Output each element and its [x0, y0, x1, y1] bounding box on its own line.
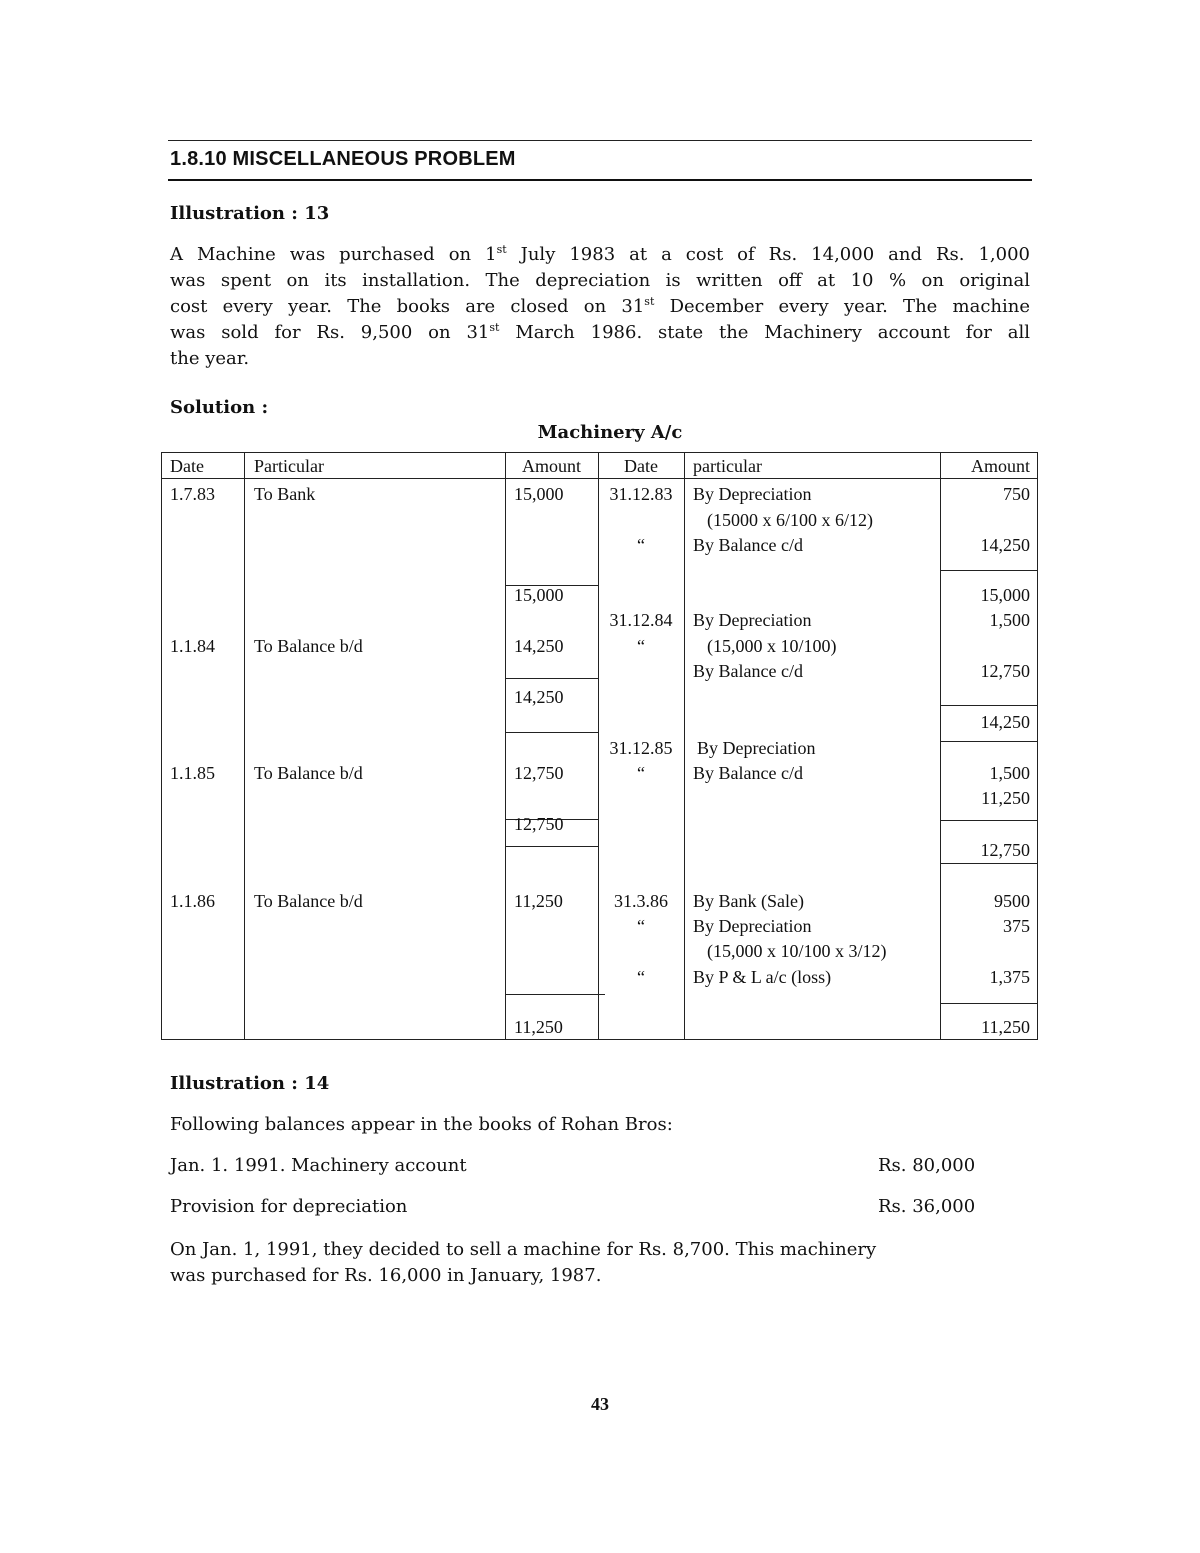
credit-particular-detail: (15,000 x 10/100): [707, 636, 837, 656]
credit-particular: By Depreciation: [697, 738, 816, 758]
debit-total-rule: [505, 846, 598, 847]
illustration-14-heading: Illustration : 14: [170, 1073, 330, 1094]
credit-amount: 9500: [994, 891, 1030, 911]
credit-ditto-mark: “: [637, 916, 645, 936]
problem-line: was spent on its installation. The depreciation is written off at 10 % on original: [170, 270, 1030, 291]
problem-line: A Machine was purchased on 1st July 1983 at a cost of Rs. 14,000 and Rs. 1,000: [170, 243, 1030, 265]
section-bottom-rule: [168, 179, 1032, 181]
credit-ditto-mark: “: [637, 763, 645, 783]
header-date-dr: Date: [170, 456, 204, 476]
debit-amount: 15,000: [514, 484, 564, 504]
credit-total: 15,000: [980, 585, 1030, 605]
debit-date: 1.1.85: [170, 763, 215, 783]
credit-particular: By Depreciation: [693, 916, 812, 936]
section-title: 1.8.10 MISCELLANEOUS PROBLEM: [170, 148, 516, 170]
page-number: 43: [591, 1394, 609, 1414]
solution-heading: Solution :: [170, 397, 269, 418]
illustration-13-heading: Illustration : 13: [170, 203, 330, 224]
credit-total-rule: [940, 741, 1037, 742]
machinery-ledger-table: [161, 452, 1038, 1040]
credit-amount: 1,500: [989, 763, 1030, 783]
col-divider: [505, 453, 506, 1039]
problem-line: was purchased for Rs. 16,000 in January, 1987.: [170, 1265, 602, 1286]
credit-total-rule: [940, 570, 1037, 571]
header-amount-cr: Amount: [970, 456, 1030, 476]
debit-date: 1.1.86: [170, 891, 215, 911]
debit-particular: To Balance b/d: [254, 763, 363, 783]
problem-line: was sold for Rs. 9,500 on 31st March 1986. state the Machinery account for all: [170, 321, 1031, 343]
credit-particular: By P & L a/c (loss): [693, 967, 832, 987]
debit-total: 14,250: [514, 687, 564, 707]
illustration-13-problem: [170, 242, 1030, 372]
balance-label: Jan. 1. 1991. Machinery account: [170, 1155, 467, 1176]
credit-date: 31.12.83: [609, 484, 673, 504]
credit-date: 31.12.84: [609, 610, 673, 630]
credit-ditto-mark: “: [637, 636, 645, 656]
problem-line: the year.: [170, 348, 250, 369]
credit-ditto-mark: “: [637, 535, 645, 555]
credit-total: 11,250: [981, 1017, 1030, 1037]
credit-amount: 14,250: [980, 535, 1030, 555]
account-title: Machinery A/c: [537, 422, 683, 443]
debit-total-rule: [505, 732, 598, 733]
credit-particular-detail: (15,000 x 10/100 x 3/12): [707, 941, 887, 961]
credit-date: 31.12.85: [609, 738, 673, 758]
credit-particular: By Balance c/d: [693, 661, 803, 681]
balance-value: Rs. 80,000: [878, 1155, 976, 1176]
debit-total-rule: [505, 994, 605, 995]
balance-value: Rs. 36,000: [878, 1196, 976, 1217]
debit-total: 12,750: [514, 814, 564, 834]
section-top-rule: [168, 140, 1032, 141]
debit-total: 11,250: [514, 1017, 563, 1037]
debit-particular: To Bank: [254, 484, 316, 504]
debit-particular: To Balance b/d: [254, 636, 363, 656]
credit-date: 31.3.86: [614, 891, 668, 911]
debit-amount: 12,750: [514, 763, 564, 783]
credit-amount: 11,250: [981, 788, 1030, 808]
credit-particular: By Depreciation: [693, 484, 812, 504]
header-particular-dr: Particular: [254, 456, 324, 476]
credit-total-rule: [940, 1003, 1037, 1004]
credit-particular-detail: (15000 x 6/100 x 6/12): [707, 510, 873, 530]
credit-total: 12,750: [980, 840, 1030, 860]
debit-particular: To Balance b/d: [254, 891, 363, 911]
credit-ditto-mark: “: [637, 967, 645, 987]
header-particular-cr: particular: [693, 456, 762, 476]
col-divider: [684, 453, 685, 1039]
credit-particular: By Balance c/d: [693, 763, 803, 783]
credit-amount: 1,500: [989, 610, 1030, 630]
credit-amount: 750: [1003, 484, 1030, 504]
credit-total-rule: [940, 705, 1037, 706]
credit-total: 14,250: [980, 712, 1030, 732]
debit-amount: 14,250: [514, 636, 564, 656]
debit-date: 1.7.83: [170, 484, 215, 504]
header-rule: [162, 478, 1037, 479]
problem-line: cost every year. The books are closed on 31st December every year. The machine: [170, 295, 1031, 317]
credit-particular: By Bank (Sale): [693, 891, 804, 911]
credit-amount: 1,375: [989, 967, 1030, 987]
credit-particular: By Depreciation: [693, 610, 812, 630]
illustration-14-intro: Following balances appear in the books of Rohan Bros:: [170, 1114, 673, 1135]
credit-amount: 12,750: [980, 661, 1030, 681]
credit-total-rule: [940, 820, 1037, 821]
debit-total-rule: [505, 678, 598, 679]
debit-date: 1.1.84: [170, 636, 215, 656]
credit-total-rule: [940, 863, 1037, 864]
debit-total: 15,000: [514, 585, 564, 605]
col-divider: [244, 453, 245, 1039]
debit-amount: 11,250: [514, 891, 563, 911]
header-date-cr: Date: [624, 456, 658, 476]
illustration-14-problem: [170, 1237, 1000, 1289]
credit-amount: 375: [1003, 916, 1030, 936]
header-amount-dr: Amount: [521, 456, 581, 476]
balance-label: Provision for depreciation: [170, 1196, 408, 1217]
problem-line: On Jan. 1, 1991, they decided to sell a machine for Rs. 8,700. This machinery: [170, 1239, 877, 1260]
credit-particular: By Balance c/d: [693, 535, 803, 555]
